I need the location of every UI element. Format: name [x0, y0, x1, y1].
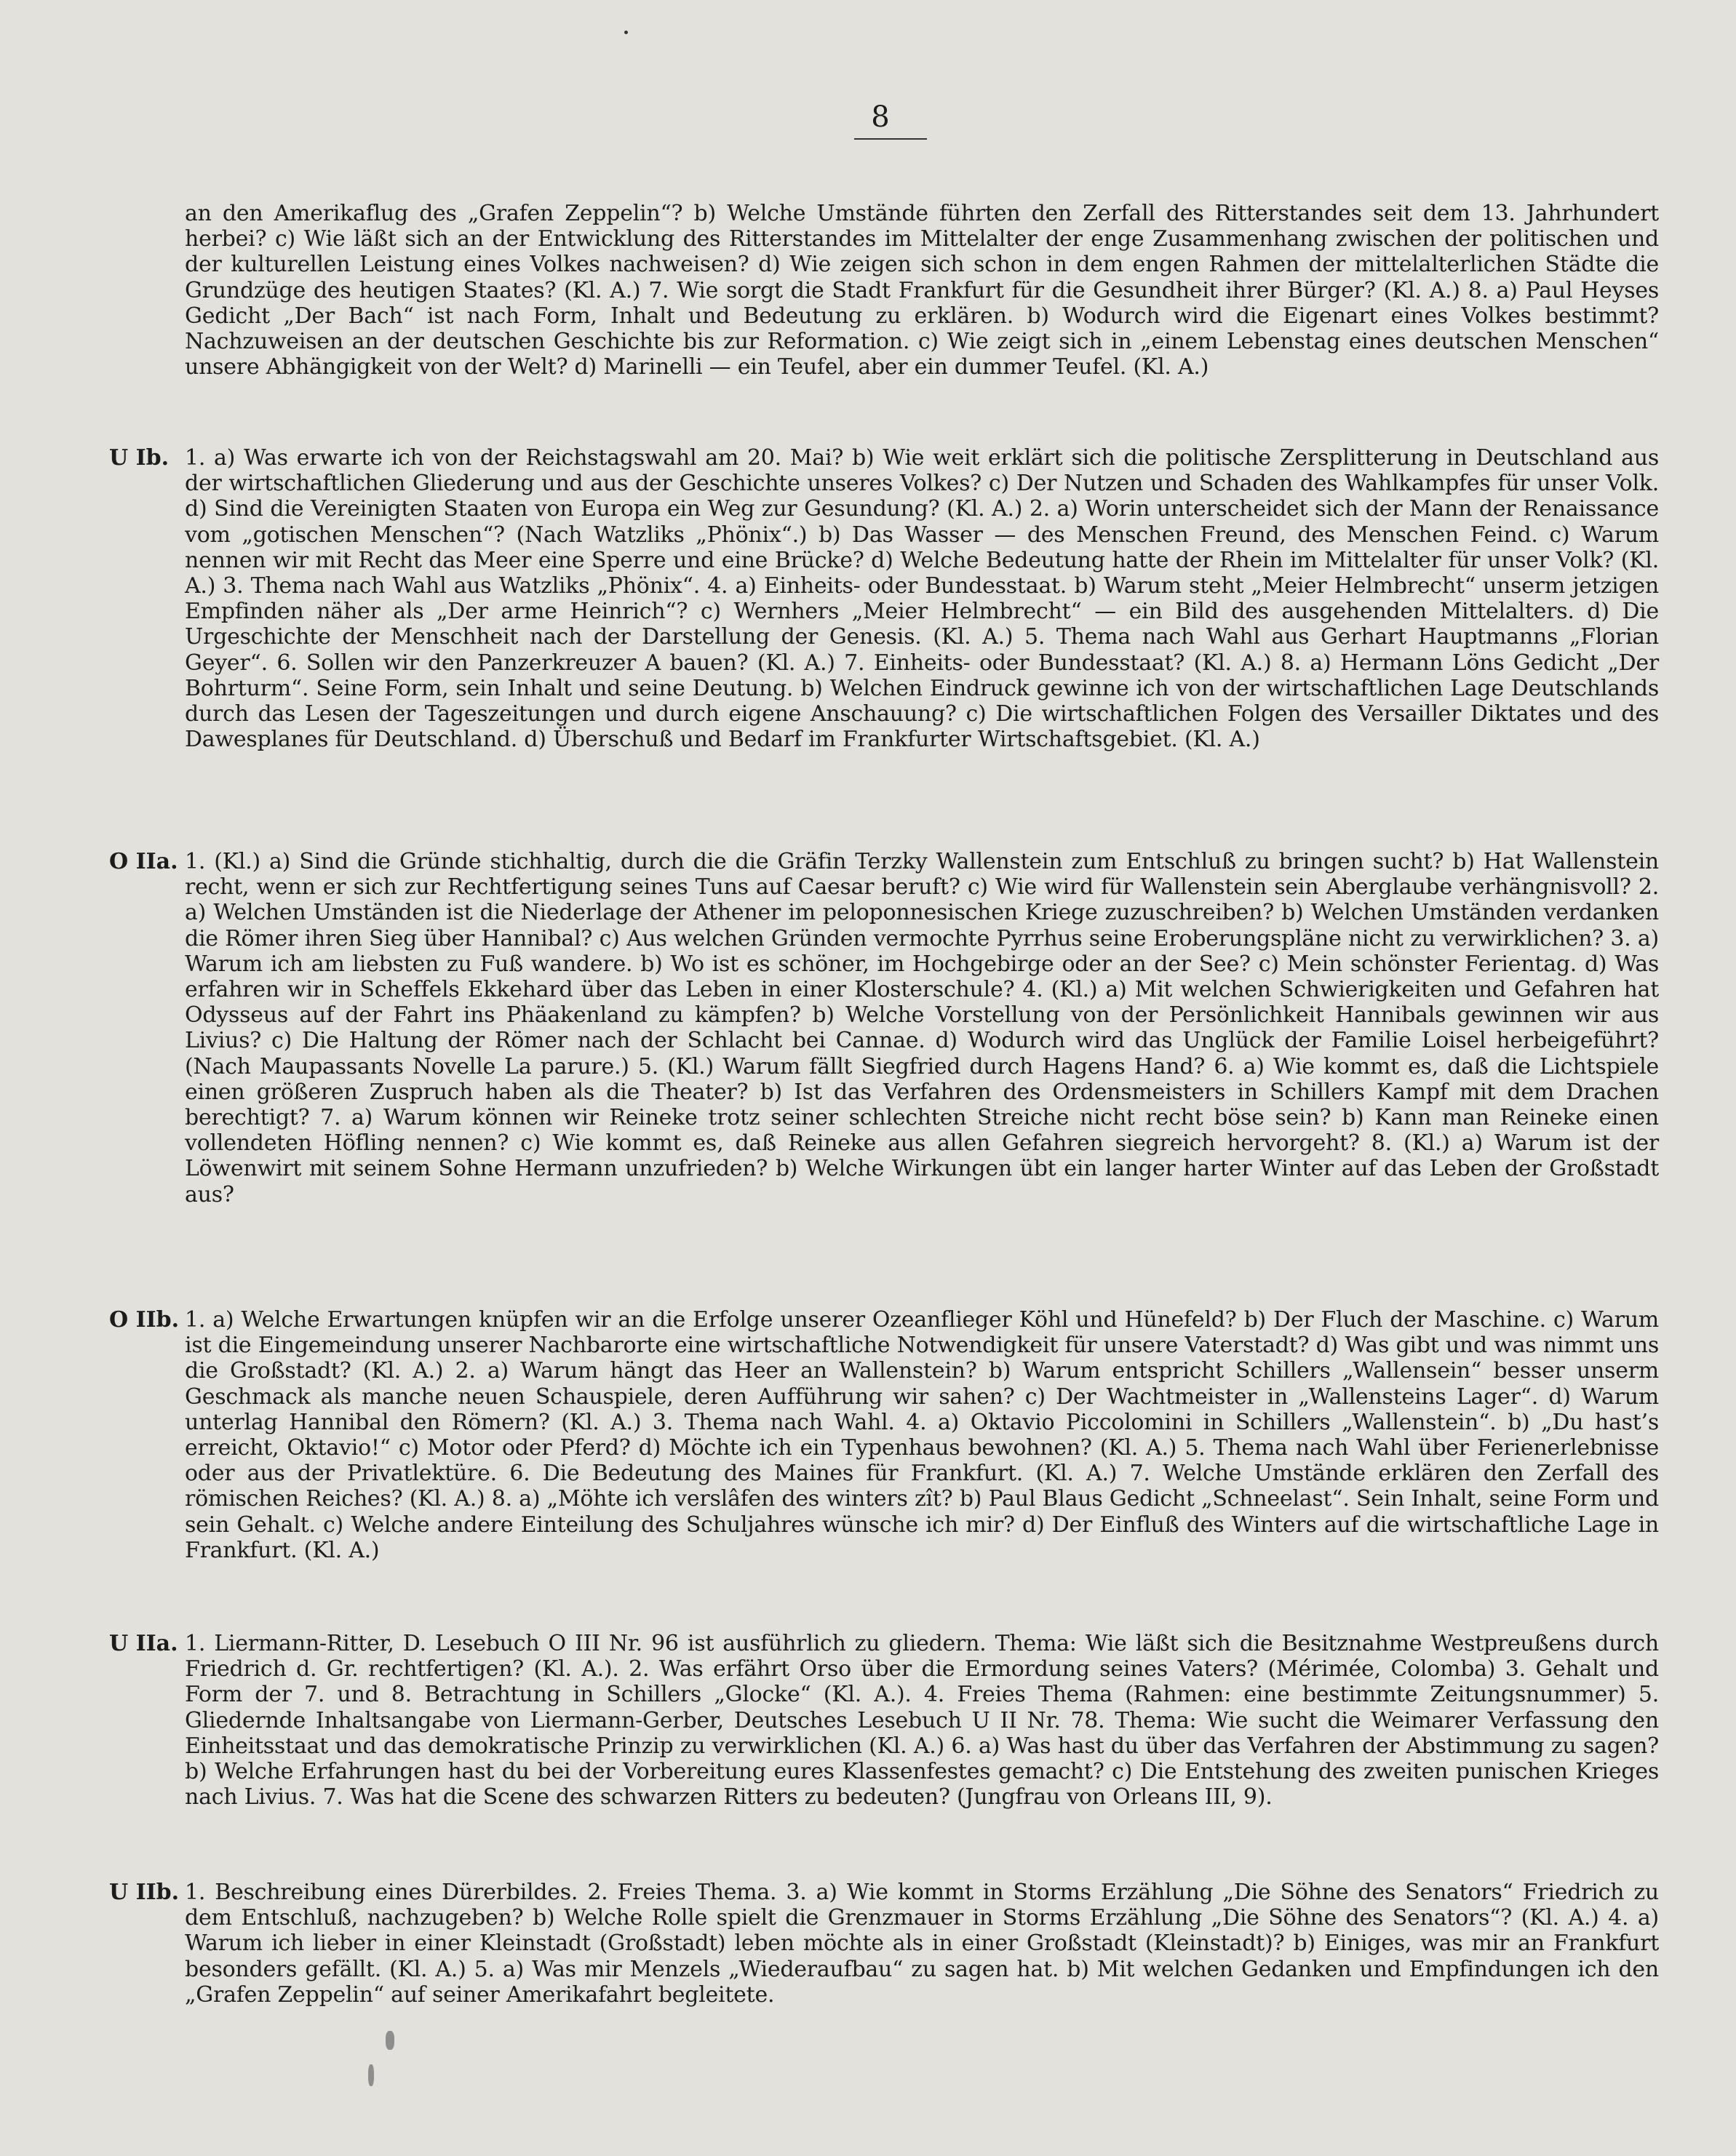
section-o-iia [109, 849, 1659, 1207]
section-text: 1. (Kl.) a) Sind die Gründe stichhaltig, durch die die Gräfin Terzky Wallenstein zum Entschluß zu bringen sucht? b) Hat Wallenstein recht, wenn er sich zur Rechtfertigung seines Tuns auf Caesar beruft? c) Wie wird für Wallenstein sein Aberglaube verhängnisvoll? 2. a) Welchen Umständen ist die Niederlage der Athener im peloponnesischen Kriege zuzuschreiben? b) Welchen Umständen verdanken die Römer ihren Sieg über Hannibal? c) Aus welchen Gründen vermochte Pyrrhus seine Eroberungspläne nicht zu verwirklichen? 3. a) Warum ich am liebsten zu Fuß wandere. b) Wo ist es schöner, im Hochgebirge oder an der See? c) Mein schönster Ferientag. d) Was erfahren wir in Scheffels Ekkehard über das Leben in einer Klosterschule? 4. (Kl.) a) Mit welchen Schwierigkeiten und Gefahren hat Odysseus auf der Fahrt ins Phäakenland zu kämpfen? b) Welche Vorstellung von der Persönlichkeit Hannibals gewinnen wir aus Livius? c) Die Haltung der Römer nach der Schlacht bei Cannae. d) Wodurch wird das Unglück der Familie Loisel herbeigeführt? (Nach Maupassants Novelle La parure.) 5. (Kl.) Warum fällt Siegfried durch Hagens Hand? 6. a) Wie kommt es, daß die Lichtspiele einen größeren Zuspruch haben als die Theater? b) Ist das Verfahren des Ordensmeisters in Schillers Kampf mit dem Drachen berechtigt? 7. a) Warum können wir Reineke trotz seiner schlechten Streiche nicht recht böse sein? b) Kann man Reineke einen vollendeten Höfling nennen? c) Wie kommt es, daß Reineke aus allen Gefahren siegreich hervorgeht? 8. (Kl.) a) Warum ist der Löwenwirt mit seinem Sohne Hermann unzufrieden? b) Welche Wirkungen übt ein langer harter Winter auf das Leben der Großstadt aus? [185, 849, 1659, 1207]
section-continuation [109, 201, 1659, 380]
section-label: O IIa. [109, 849, 178, 874]
section-label: U IIa. [109, 1631, 178, 1656]
section-o-iib [109, 1307, 1659, 1563]
section-text: 1. Beschreibung eines Dürerbildes. 2. Freies Thema. 3. a) Wie kommt in Storms Erzählung „Die Söhne des Senators“ Friedrich zu dem Entschluß, nachzugeben? b) Welche Rolle spielt die Grenzmauer in Storms Erzählung „Die Söhne des Senators“? (Kl. A.) 4. a) Warum ich lieber in einer Kleinstadt (Großstadt) leben möchte als in einer Großstadt (Kleinstadt)? b) Einiges, was mir an Frankfurt besonders gefällt. (Kl. A.) 5. a) Was mir Menzels „Wiederaufbau“ zu sagen hat. b) Mit welchen Gedanken und Empfindungen ich den „Grafen Zeppelin“ auf seiner Amerikafahrt begleitete. [185, 1880, 1659, 2008]
section-u-iib [109, 1880, 1659, 2008]
section-label: U IIb. [109, 1880, 180, 1905]
page-number: 8 [871, 100, 890, 134]
section-text: 1. a) Welche Erwartungen knüpfen wir an die Erfolge unserer Ozeanflieger Köhl und Hünefeld? b) Der Fluch der Maschine. c) Warum ist die Eingemeindung unserer Nachbarorte eine wirtschaftliche Notwendigkeit für unsere Vaterstadt? d) Was gibt und was nimmt uns die Großstadt? (Kl. A.) 2. a) Warum hängt das Heer an Wallenstein? b) Warum entspricht Schillers „Wallensein“ besser unserm Geschmack als manche neuen Schauspiele, deren Aufführung wir sahen? c) Der Wachtmeister in „Wallensteins Lager“. d) Warum unterlag Hannibal den Römern? (Kl. A.) 3. Thema nach Wahl. 4. a) Oktavio Piccolomini in Schillers „Wallenstein“. b) „Du hast’s erreicht, Oktavio!“ c) Motor oder Pferd? d) Möchte ich ein Typenhaus bewohnen? (Kl. A.) 5. Thema nach Wahl über Ferienerlebnisse oder aus der Privatlektüre. 6. Die Bedeutung des Maines für Frankfurt. (Kl. A.) 7. Welche Umstände erklären den Zerfall des römischen Reiches? (Kl. A.) 8. a) „Möhte ich verslâfen des winters zît? b) Paul Blaus Gedicht „Schneelast“. Sein Inhalt, seine Form und sein Gehalt. c) Welche andere Einteilung des Schuljahres wünsche ich mir? d) Der Einfluß des Winters auf die wirtschaftliche Lage in Frankfurt. (Kl. A.) [185, 1307, 1659, 1563]
section-text: 1. a) Was erwarte ich von der Reichstagswahl am 20. Mai? b) Wie weit erklärt sich die politische Zersplitterung in Deutschland aus der wirtschaftlichen Gliederung und aus der Geschichte unseres Volkes? c) Der Nutzen und Schaden des Wahlkampfes für unser Volk. d) Sind die Vereinigten Staaten von Europa ein Weg zur Gesundung? (Kl. A.) 2. a) Worin unterscheidet sich der Mann der Renaissance vom „gotischen Menschen“? (Nach Watzliks „Phönix“.) b) Das Wasser — des Menschen Freund, des Menschen Feind. c) Warum nennen wir mit Recht das Meer eine Sperre und eine Brücke? d) Welche Bedeutung hatte der Rhein im Mittelalter für unser Volk? (Kl. A.) 3. Thema nach Wahl aus Watzliks „Phönix“. 4. a) Einheits- oder Bundesstaat. b) Warum steht „Meier Helmbrecht“ unserm jetzigen Empfinden näher als „Der arme Heinrich“? c) Wernhers „Meier Helmbrecht“ — ein Bild des ausgehenden Mittelalters. d) Die Urgeschichte der Menschheit nach der Darstellung der Genesis. (Kl. A.) 5. Thema nach Wahl aus Gerhart Hauptmanns „Florian Geyer“. 6. Sollen wir den Panzerkreuzer A bauen? (Kl. A.) 7. Einheits- oder Bundesstaat? (Kl. A.) 8. a) Hermann Löns Gedicht „Der Bohrturm“. Seine Form, sein Inhalt und seine Deutung. b) Welchen Eindruck gewinne ich von der wirtschaftlichen Lage Deutschlands durch das Lesen der Tageszeitungen und durch eigene Anschauung? c) Die wirtschaftlichen Folgen des Versailler Diktates und des Dawesplanes für Deutschland. d) Überschuß und Bedarf im Frankfurter Wirtschaftsgebiet. (Kl. A.) [185, 445, 1659, 753]
ink-smudge [386, 2031, 394, 2050]
speck [624, 31, 628, 34]
section-label: U Ib. [109, 445, 170, 471]
section-u-iia [109, 1631, 1659, 1810]
section-text: 1. Liermann-Ritter, D. Lesebuch O III Nr. 96 ist ausführlich zu gliedern. Thema: Wie läßt sich die Besitznahme Westpreußens durch Friedrich d. Gr. rechtfertigen? (Kl. A.). 2. Was erfährt Orso über die Ermordung seines Vaters? (Mérimée, Colomba) 3. Gehalt und Form der 7. und 8. Betrachtung in Schillers „Glocke“ (Kl. A.). 4. Freies Thema (Rahmen: eine bestimmte Zeitungsnummer) 5. Gliedernde Inhaltsangabe von Liermann-Gerber, Deutsches Lesebuch U II Nr. 78. Thema: Wie sucht die Weimarer Verfassung den Einheitsstaat und das demokratische Prinzip zu verwirklichen (Kl. A.) 6. a) Was hast du über das Verfahren der Abstimmung zu sagen? b) Welche Erfahrungen hast du bei der Vorbereitung eures Klassenfestes gemacht? c) Die Entstehung des zweiten punischen Krieges nach Livius. 7. Was hat die Scene des schwarzen Ritters zu bedeuten? (Jungfrau von Orleans III, 9). [185, 1631, 1659, 1810]
ink-smudge [368, 2064, 374, 2086]
section-text: an den Amerikaflug des „Grafen Zeppelin“? b) Welche Umstände führten den Zerfall des Ritterstandes seit dem 13. Jahrhundert herbei? c) Wie läßt sich an der Entwicklung des Ritterstandes im Mittelalter der enge Zusammenhang zwischen der politischen und der kulturellen Leistung eines Volkes nachweisen? d) Wie zeigen sich schon in dem engen Rahmen der mittelalterlichen Städte die Grundzüge des heutigen Staates? (Kl. A.) 7. Wie sorgt die Stadt Frankfurt für die Gesundheit ihrer Bürger? (Kl. A.) 8. a) Paul Heyses Gedicht „Der Bach“ ist nach Form, Inhalt und Bedeutung zu erklären. b) Wodurch wird die Eigenart eines Volkes bestimmt? Nachzuweisen an der deutschen Geschichte bis zur Reformation. c) Wie zeigt sich in „einem Lebenstag eines deutschen Menschen“ unsere Abhängigkeit von der Welt? d) Marinelli — ein Teufel, aber ein dummer Teufel. (Kl. A.) [185, 201, 1659, 380]
section-u-ib [109, 445, 1659, 752]
section-label: O IIb. [109, 1307, 180, 1333]
page-number-rule [854, 138, 927, 140]
